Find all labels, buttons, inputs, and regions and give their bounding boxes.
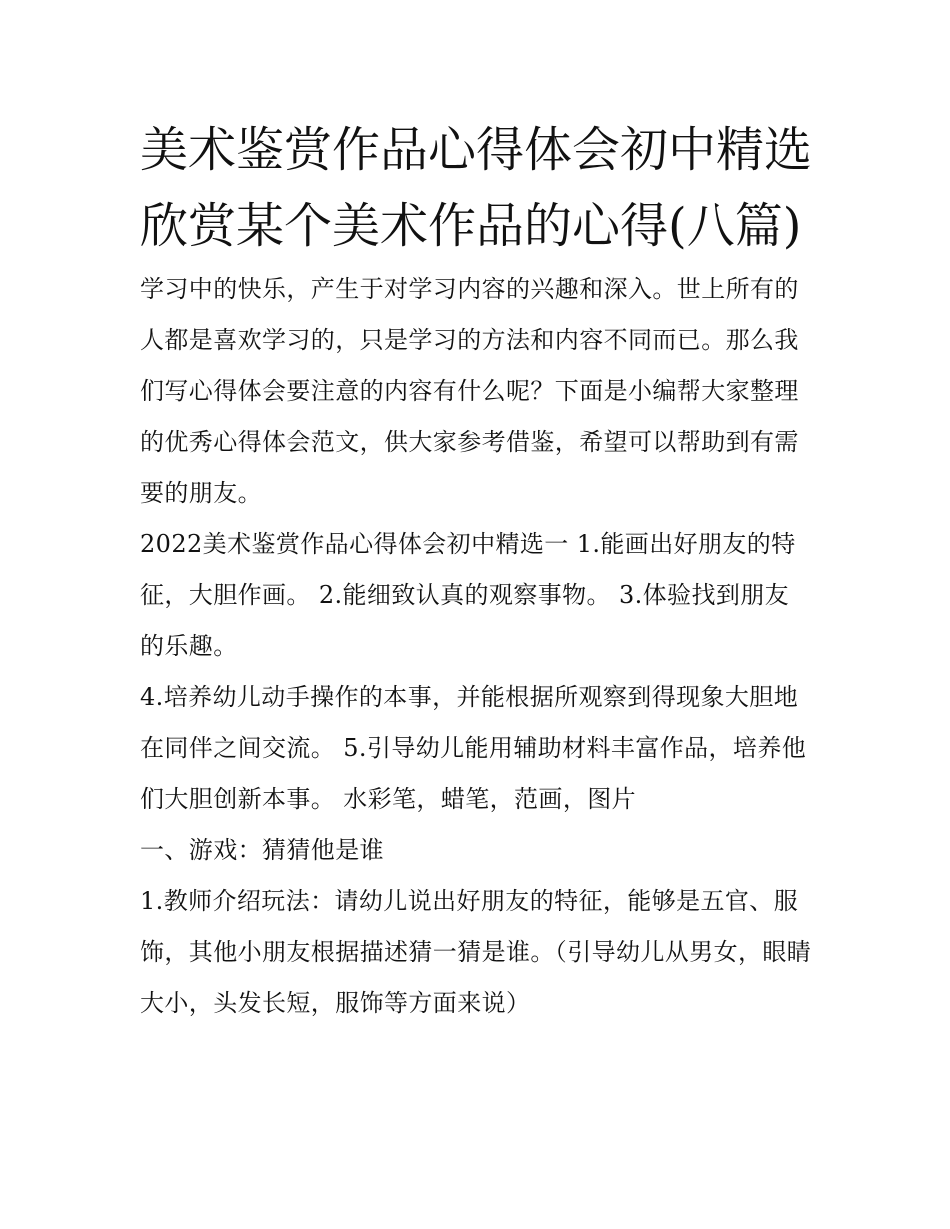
body-paragraph-2: 4.培养幼儿动手操作的本事，并能根据所观察到得现象大胆地在同伴之间交流。 5.引导幼儿能用辅助材料丰富作品，培养他们大胆创新本事。 水彩笔，蜡笔，范画，图片 <box>140 683 807 813</box>
section-heading-game: 一、游戏：猜猜他是谁 <box>140 836 384 864</box>
body-paragraph-1: 2022美术鉴赏作品心得体会初中精选一 1.能画出好朋友的特征，大胆作画。 2.能细致认真的观察事物。 3.体验找到朋友的乐趣。 <box>140 530 796 660</box>
intro-paragraph: 学习中的快乐，产生于对学习内容的兴趣和深入。世上所有的人都是喜欢学习的，只是学习的方法和内容不同而已。那么我们写心得体会要注意的内容有什么呢？下面是小编帮大家整理的优秀心得体会范文，供大家参考借鉴，希望可以帮助到有需要的朋友。 <box>140 275 799 507</box>
document-title: 美术鉴赏作品心得体会初中精选 欣赏某个美术作品的心得(八篇) <box>140 122 813 254</box>
document-page <box>140 112 812 1029</box>
body-paragraph-3: 1.教师介绍玩法：请幼儿说出好朋友的特征，能够是五官、服饰，其他小朋友根据描述猜一猜是谁。（引导幼儿从男女，眼睛大小，头发长短，服饰等方面来说） <box>140 887 812 1017</box>
